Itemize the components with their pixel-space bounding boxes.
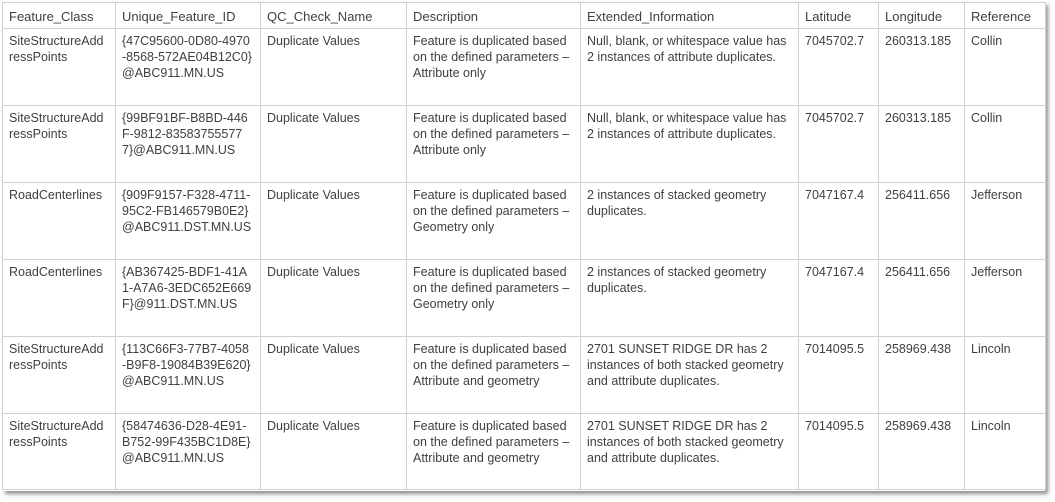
cell-extended-information: 2701 SUNSET RIDGE DR has 2 instances of both stacked geometry and attribute duplicates. [581, 414, 799, 490]
qc-results-table-frame [2, 2, 1045, 491]
cell-reference: Lincoln [965, 337, 1046, 414]
table-row [3, 29, 1046, 106]
column-header-reference: Reference [965, 3, 1046, 29]
cell-latitude: 7014095.5 [799, 414, 879, 490]
cell-latitude: 7045702.7 [799, 29, 879, 106]
qc-results-table [2, 2, 1046, 490]
cell-description: Feature is duplicated based on the defined parameters – Attribute only [407, 106, 581, 183]
cell-description: Feature is duplicated based on the defined parameters – Geometry only [407, 183, 581, 260]
cell-reference: Jefferson [965, 260, 1046, 337]
cell-qc-check-name: Duplicate Values [261, 106, 407, 183]
table-row [3, 414, 1046, 490]
cell-feature-class: RoadCenterlines [3, 183, 116, 260]
cell-reference: Jefferson [965, 183, 1046, 260]
cell-latitude: 7047167.4 [799, 183, 879, 260]
cell-longitude: 258969.438 [879, 414, 965, 490]
table-row [3, 106, 1046, 183]
column-header-feature-class: Feature_Class [3, 3, 116, 29]
cell-qc-check-name: Duplicate Values [261, 29, 407, 106]
cell-unique-feature-id: {113C66F3-77B7-4058-B9F8-19084B39E620}@ABC911.MN.US [116, 337, 261, 414]
cell-extended-information: Null, blank, or whitespace value has 2 instances of attribute duplicates. [581, 106, 799, 183]
cell-unique-feature-id: {909F9157-F328-4711-95C2-FB146579B0E2}@ABC911.DST.MN.US [116, 183, 261, 260]
cell-feature-class: SiteStructureAddressPoints [3, 29, 116, 106]
cell-latitude: 7045702.7 [799, 106, 879, 183]
column-header-longitude: Longitude [879, 3, 965, 29]
cell-latitude: 7014095.5 [799, 337, 879, 414]
cell-longitude: 256411.656 [879, 183, 965, 260]
table-row [3, 260, 1046, 337]
table-row [3, 183, 1046, 260]
cell-reference: Collin [965, 106, 1046, 183]
column-header-latitude: Latitude [799, 3, 879, 29]
cell-latitude: 7047167.4 [799, 260, 879, 337]
cell-description: Feature is duplicated based on the defined parameters – Geometry only [407, 260, 581, 337]
cell-longitude: 260313.185 [879, 106, 965, 183]
cell-extended-information: 2701 SUNSET RIDGE DR has 2 instances of both stacked geometry and attribute duplicates. [581, 337, 799, 414]
cell-description: Feature is duplicated based on the defined parameters – Attribute and geometry [407, 337, 581, 414]
cell-reference: Collin [965, 29, 1046, 106]
cell-extended-information: 2 instances of stacked geometry duplicates. [581, 183, 799, 260]
column-header-unique-feature-id: Unique_Feature_ID [116, 3, 261, 29]
column-header-description: Description [407, 3, 581, 29]
table-row [3, 337, 1046, 414]
cell-unique-feature-id: {58474636-D28-4E91-B752-99F435BC1D8E}@ABC911.MN.US [116, 414, 261, 490]
cell-qc-check-name: Duplicate Values [261, 260, 407, 337]
cell-extended-information: 2 instances of stacked geometry duplicates. [581, 260, 799, 337]
cell-feature-class: SiteStructureAddressPoints [3, 106, 116, 183]
cell-description: Feature is duplicated based on the defined parameters – Attribute and geometry [407, 414, 581, 490]
cell-unique-feature-id: {99BF91BF-B8BD-446F-9812-835837555777}@ABC911.MN.US [116, 106, 261, 183]
cell-reference: Lincoln [965, 414, 1046, 490]
cell-qc-check-name: Duplicate Values [261, 414, 407, 490]
cell-feature-class: SiteStructureAddressPoints [3, 337, 116, 414]
cell-feature-class: SiteStructureAddressPoints [3, 414, 116, 490]
cell-qc-check-name: Duplicate Values [261, 337, 407, 414]
cell-description: Feature is duplicated based on the defined parameters – Attribute only [407, 29, 581, 106]
cell-unique-feature-id: {AB367425-BDF1-41A1-A7A6-3EDC652E669F}@911.DST.MN.US [116, 260, 261, 337]
column-header-qc-check-name: QC_Check_Name [261, 3, 407, 29]
table-header-row [3, 3, 1046, 29]
cell-qc-check-name: Duplicate Values [261, 183, 407, 260]
cell-longitude: 258969.438 [879, 337, 965, 414]
column-header-extended-information: Extended_Information [581, 3, 799, 29]
cell-unique-feature-id: {47C95600-0D80-4970-8568-572AE04B12C0}@ABC911.MN.US [116, 29, 261, 106]
cell-longitude: 256411.656 [879, 260, 965, 337]
cell-feature-class: RoadCenterlines [3, 260, 116, 337]
cell-longitude: 260313.185 [879, 29, 965, 106]
cell-extended-information: Null, blank, or whitespace value has 2 instances of attribute duplicates. [581, 29, 799, 106]
